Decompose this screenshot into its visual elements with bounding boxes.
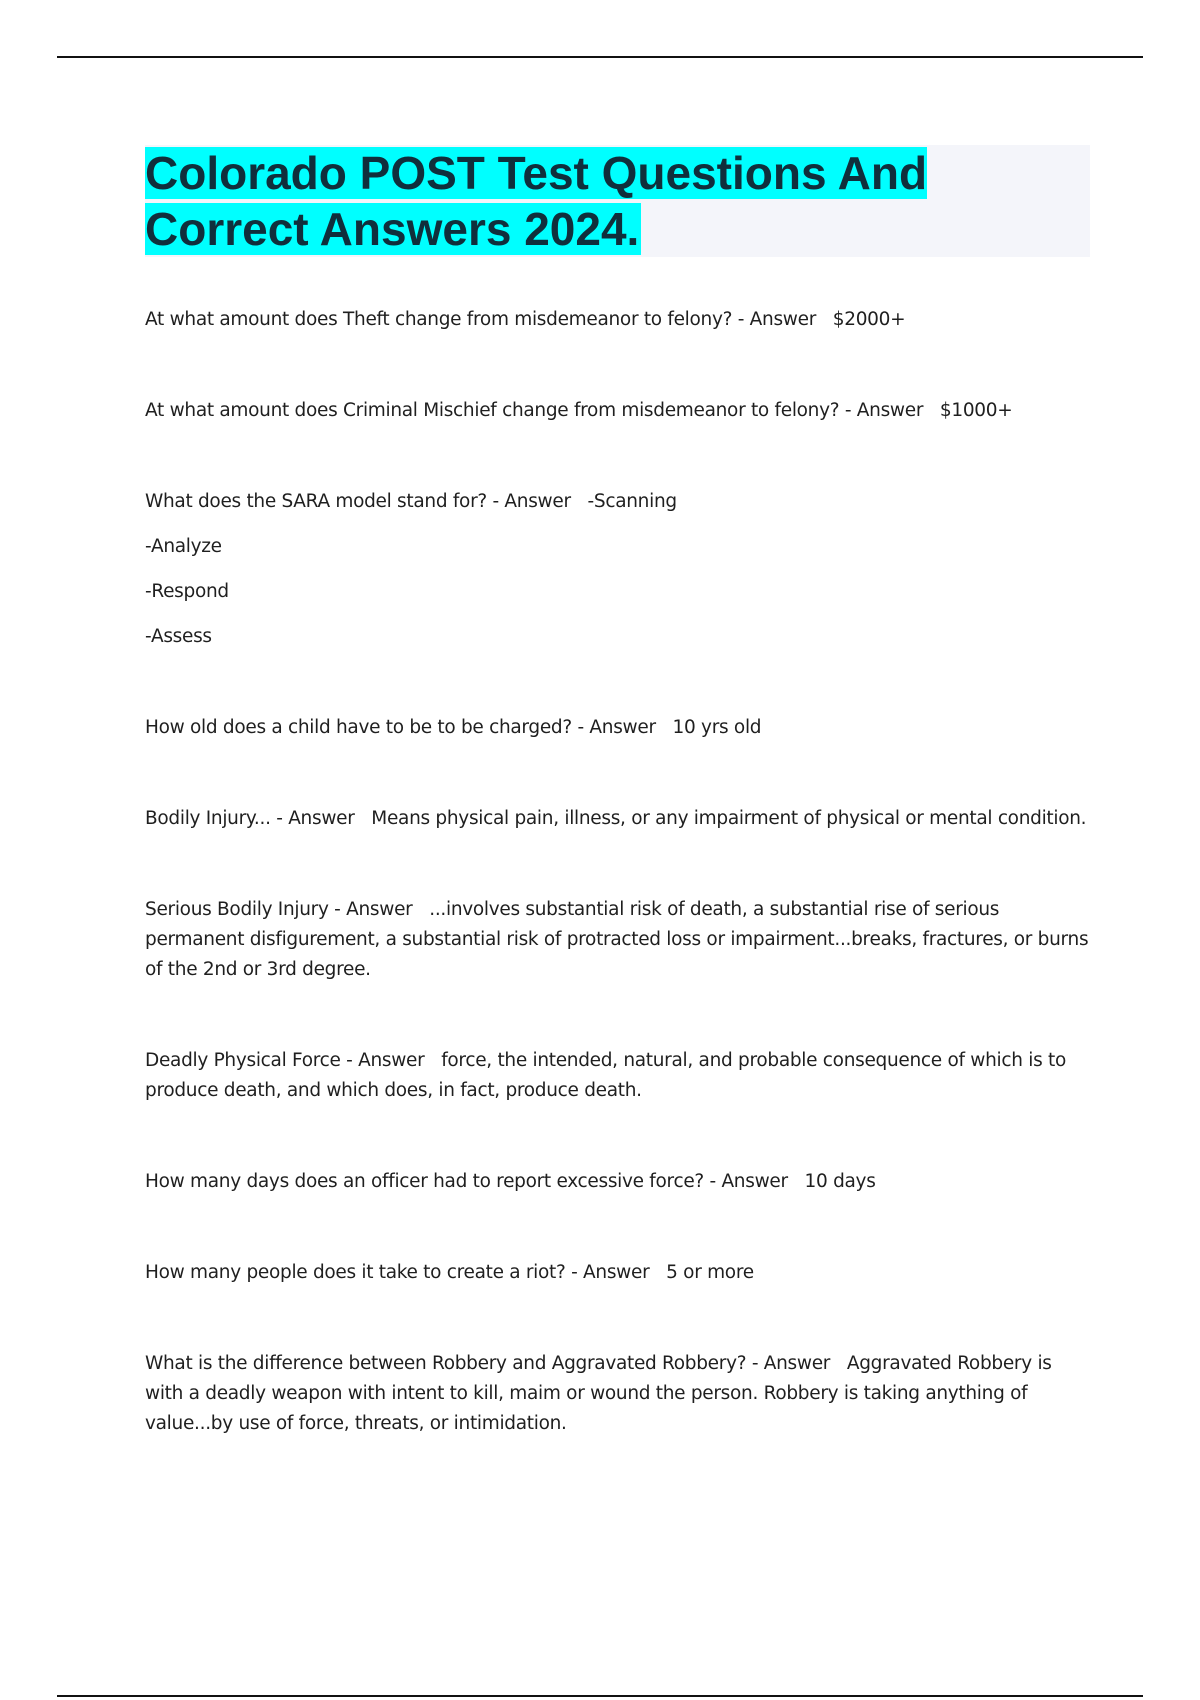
answer-text: ...involves substantial risk of death, a substantial rise of serious permanent disfigurement, a substantial risk of protracted loss or impairment...breaks, fractures, or burns of the 2nd or 3rd degree. [145,899,1089,980]
qa-item [145,1349,1090,1439]
qa-item [145,396,1090,426]
top-rule [57,56,1143,58]
answer-text: 5 or more [666,1262,754,1283]
question-text: Deadly Physical Force - Answer [145,1050,425,1071]
answer-line: -Analyze [145,536,222,557]
qa-list [145,305,1090,1439]
answer-text: -Scanning [587,491,677,512]
answer-line: -Assess [145,626,212,647]
answer-text: $1000+ [939,400,1013,421]
answer-text: $2000+ [832,309,906,330]
title-block [145,145,1090,257]
answer-text: force, the intended, natural, and probable consequence of which is to produce death, and which does, in fact, produce death. [145,1050,1066,1101]
answer-text: 10 days [804,1171,876,1192]
qa-item [145,305,1090,335]
qa-item [145,895,1090,985]
answer-text: Means physical pain, illness, or any impairment of physical or mental condition. [371,808,1087,829]
qa-item [145,1167,1090,1197]
qa-item [145,487,1090,517]
question-text: How many people does it take to create a riot? - Answer [145,1262,650,1283]
document-title [145,145,1090,257]
answer-text: 10 yrs old [672,717,762,738]
qa-item [145,1258,1090,1288]
title-highlight: Colorado POST Test Questions And Correct Answers 2024. [145,147,928,255]
question-text: At what amount does Criminal Mischief change from misdemeanor to felony? - Answer [145,400,924,421]
answer-line: -Respond [145,581,229,602]
question-text: At what amount does Theft change from misdemeanor to felony? - Answer [145,309,817,330]
document-body [145,145,1090,1439]
bottom-rule [57,1695,1143,1697]
qa-item [145,713,1090,743]
answer-text: Aggravated Robbery is with a deadly weapon with intent to kill, maim or wound the person. Robbery is taking anything of value...by use of force, threats, or intimidation. [145,1353,1052,1434]
question-text: Bodily Injury... - Answer [145,808,355,829]
question-text: How old does a child have to be to be charged? - Answer [145,717,656,738]
question-text: What does the SARA model stand for? - Answer [145,491,571,512]
qa-item [145,1046,1090,1106]
qa-item [145,804,1090,834]
question-text: Serious Bodily Injury - Answer [145,899,413,920]
question-text: What is the difference between Robbery and Aggravated Robbery? - Answer [145,1353,831,1374]
question-text: How many days does an officer had to report excessive force? - Answer [145,1171,788,1192]
